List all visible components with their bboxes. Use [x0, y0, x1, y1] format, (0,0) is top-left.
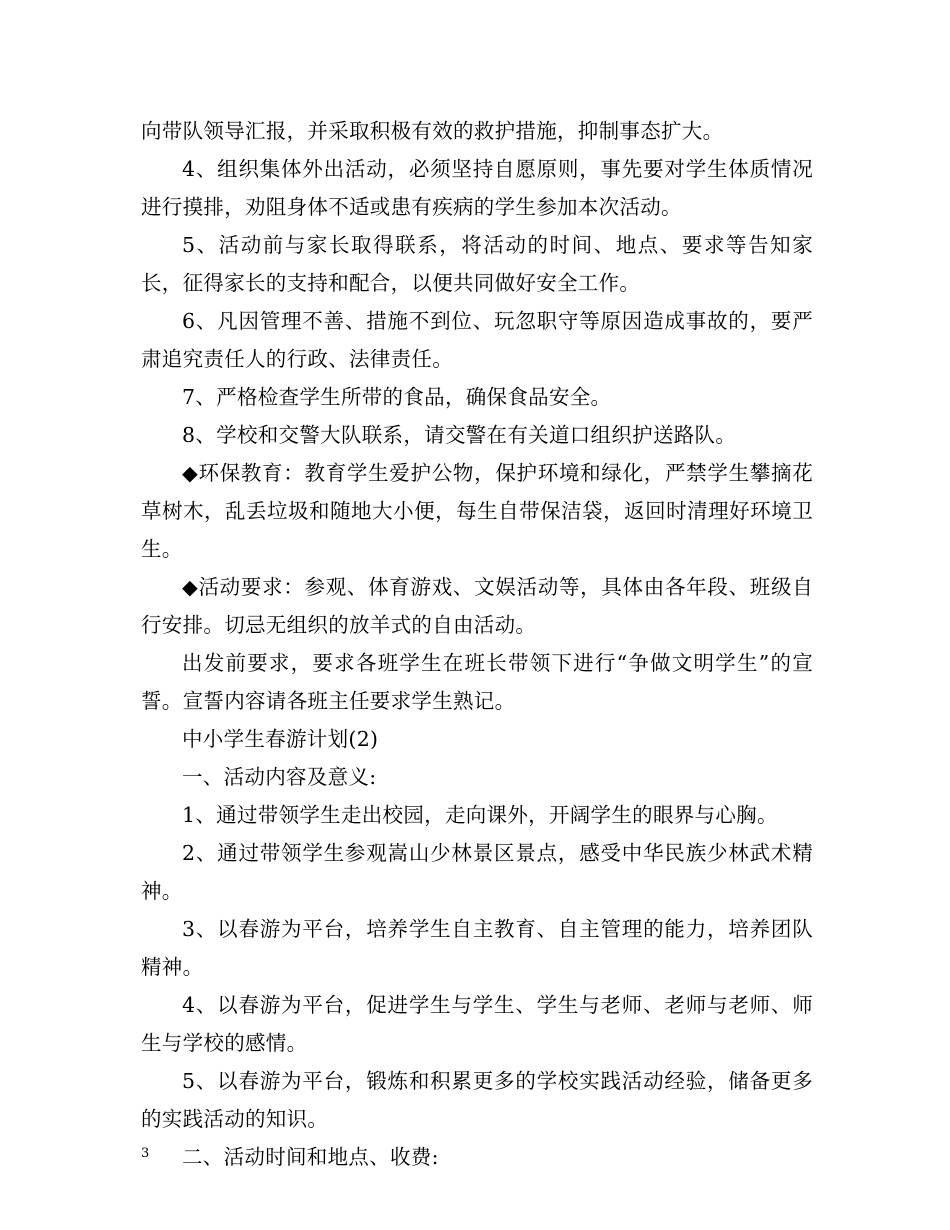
paragraph: 出发前要求，要求各班学生在班长带领下进行“争做文明学生”的宣誓。宣誓内容请各班主任要求学生熟记。: [141, 651, 813, 713]
page-number: 3: [141, 1146, 150, 1161]
section-heading: 二、活动时间和地点、收费:: [182, 1145, 439, 1169]
document-body: [141, 112, 813, 1176]
paragraph: 2、通过带领学生参观嵩山少林景区景点，感受中华民族少林武术精神。: [141, 841, 813, 903]
paragraph: 5、以春游为平台，锻炼和积累更多的学校实践活动经验，储备更多的实践活动的知识。: [141, 1069, 813, 1131]
paragraph: 8、学校和交警大队联系，请交警在有关道口组织护送路队。: [182, 423, 737, 447]
paragraph: 4、以春游为平台，促进学生与学生、学生与老师、老师与老师、师生与学校的感情。: [141, 993, 813, 1055]
paragraph: ◆环保教育：教育学生爱护公物，保护环境和绿化，严禁学生攀摘花草树木，乱丢垃圾和随地大小便，每生自带保洁袋，返回时清理好环境卫生。: [141, 461, 813, 561]
section-title: 中小学生春游计划(2): [182, 727, 379, 751]
section-heading: 一、活动内容及意义:: [182, 765, 377, 789]
paragraph: 1、通过带领学生走出校园，走向课外，开阔学生的眼界与心胸。: [182, 803, 778, 827]
paragraph: 3、以春游为平台，培养学生自主教育、自主管理的能力，培养团队精神。: [141, 917, 813, 979]
paragraph: ◆活动要求：参观、体育游戏、文娱活动等，具体由各年段、班级自行安排。切忌无组织的放羊式的自由活动。: [141, 575, 813, 637]
paragraph: 5、活动前与家长取得联系，将活动的时间、地点、要求等告知家长，征得家长的支持和配合，以便共同做好安全工作。: [141, 233, 813, 295]
paragraph: 向带队领导汇报，并采取积极有效的救护措施，抑制事态扩大。: [141, 119, 724, 143]
paragraph: 4、组织集体外出活动，必须坚持自愿原则，事先要对学生体质情况进行摸排，劝阻身体不适或患有疾病的学生参加本次活动。: [141, 157, 813, 219]
paragraph: 6、凡因管理不善、措施不到位、玩忽职守等原因造成事故的，要严肃追究责任人的行政、法律责任。: [141, 309, 813, 371]
paragraph: 7、严格检查学生所带的食品，确保食品安全。: [182, 385, 612, 409]
